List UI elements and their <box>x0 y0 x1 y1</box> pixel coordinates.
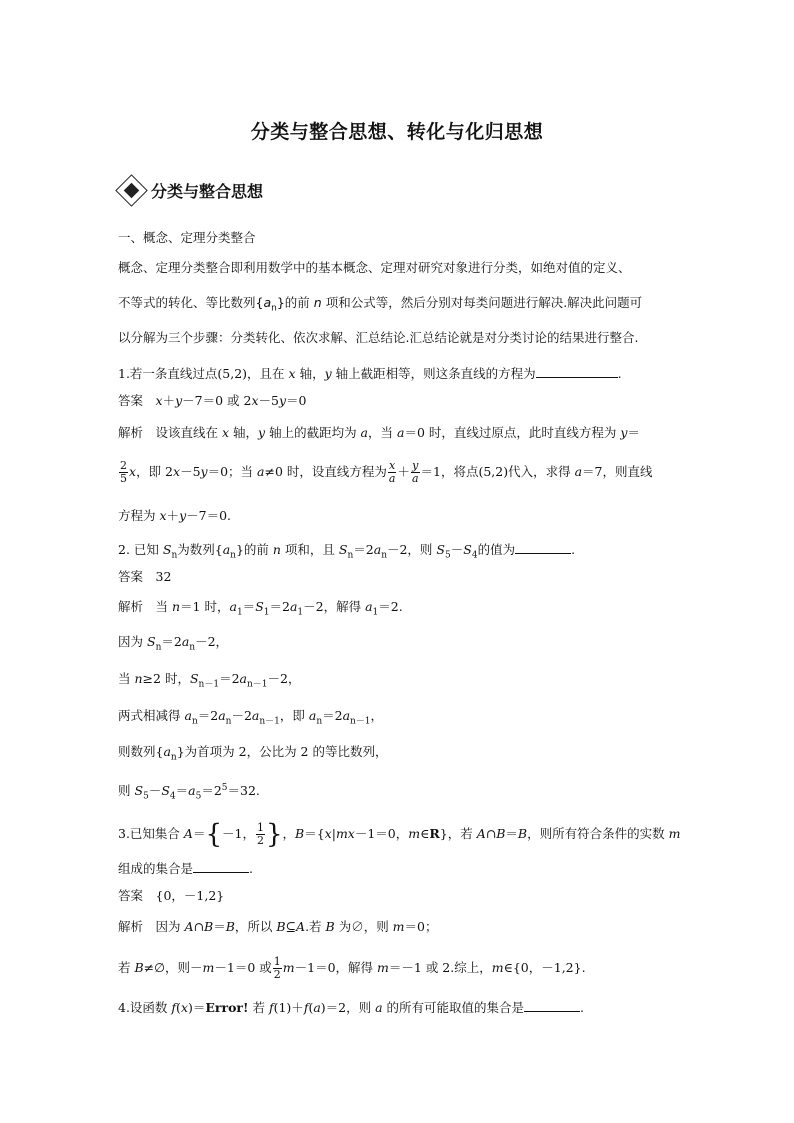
problem-1-question: 1.若一条直线过点(5,2)，且在 x 轴，y 轴上截距相等，则这条直线的方程为 . <box>118 366 622 381</box>
problem-3-question-1: 3.已知集合 A＝{－1， $\frac{1}{2}$ }，B＝{x|mx－1＝0，m∈R}，若 A∩B＝B，则所有符合条件的实数 m <box>118 819 681 850</box>
problem-2-question: 2. 已知 $S_n$为数列$\{a_n\}$的前 n 项和，且 $S_n=2a_n-2$，则 $S_5-S_4$的值为 . <box>118 542 576 561</box>
intro-line-1: 概念、定理分类整合即利用数学中的基本概念、定理对研究对象进行分类，如绝对值的定义、 <box>118 260 631 275</box>
problem-2-answer: 答案 32 <box>118 569 172 584</box>
intro-line-3: 以分解为三个步骤：分类转化、依次求解、汇总结论.汇总结论就是对分类讨论的结果进行整合. <box>118 330 639 345</box>
problem-1-answer: 答案 x＋y－7＝0 或 2x－5y＝0 <box>118 393 307 408</box>
problem-2-solution-1: 解析 当 n＝1 时，$a_1=S_1=2a_1-2$，解得 $a_1=2$. <box>118 599 403 618</box>
problem-2-solution-4: 两式相减得 $a_n=2a_n-2a_{n-1}$，即 $a_n=2a_{n-1}$， <box>118 708 384 727</box>
problem-2-solution-5: 则数列$\{a_n\}$为首项为 2，公比为 2 的等比数列， <box>118 744 388 763</box>
problem-1-solution-3: 方程为 x＋y－7＝0. <box>118 508 232 523</box>
section-heading <box>118 175 263 205</box>
intro-line-2: 不等式的转化、等比数列$\{a_n\}$的前 n 项和公式等，然后分别对每类问题进行解决.解决此问题可 <box>118 295 643 314</box>
problem-1-solution-1: 解析 设该直线在 x 轴，y 轴上的截距均为 a，当 a＝0 时，直线过原点，此时直线方程为 y＝ <box>118 425 640 440</box>
diamond-icon <box>118 175 150 205</box>
page-title: 分类与整合思想、转化与化归思想 <box>250 121 544 143</box>
problem-3-question-2: 组成的集合是 . <box>118 861 253 876</box>
problem-4-question: 4.设函数 f(x)＝Error! 若 f(1)＋f(a)＝2，则 a 的所有可能取值的集合是 . <box>118 1000 585 1015</box>
problem-2-solution-3: 当 n≥2 时，$S_{n-1}=2a_{n-1}-2$， <box>118 671 301 690</box>
problem-2-solution-2: 因为 $S_n=2a_n-2$， <box>118 634 229 653</box>
problem-3-solution-1: 解析 因为 A∩B＝B，所以 B⊆A.若 B 为∅，则 m＝0； <box>118 919 438 934</box>
section-title: 分类与整合思想 <box>151 181 264 201</box>
problem-1-solution-2: $\frac{2}{5}$ x，即 2x－5y＝0；当 a≠0 时，设直线方程为 $\frac{x}{a}$ ＋ $\frac{y}{a}$ ＝1，将点(5,2)代入，求得 a＝7，则直线 <box>120 459 653 485</box>
problem-2-solution-6: 则 $S_5-S_4=a_5=2^5=32$. <box>118 783 260 802</box>
problem-3-answer: 答案 {0，－1,2} <box>118 888 225 903</box>
sub-heading: 一、概念、定理分类整合 <box>118 230 256 245</box>
problem-3-solution-2: 若 B≠∅，则－m－1＝0 或 $\frac{1}{2}$ m－1＝0，解得 m＝－1 或 2.综上，m∈{0，－1,2}. <box>118 955 586 981</box>
